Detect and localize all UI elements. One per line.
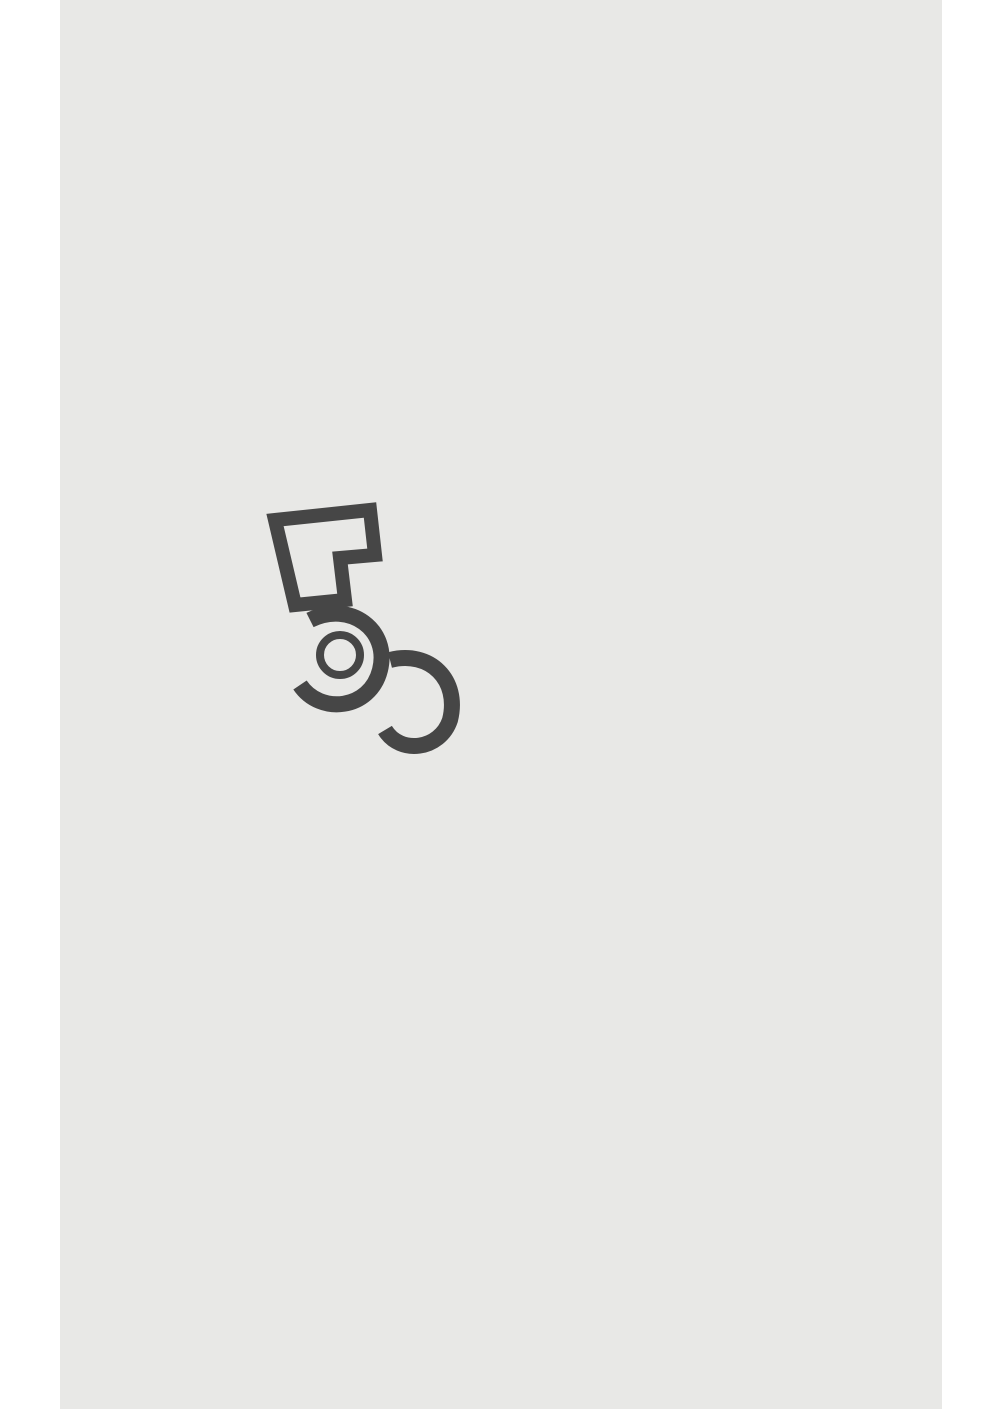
composition-phrases-line-2	[198, 63, 209, 85]
watermark-logo	[762, 1334, 942, 1409]
composition-phrases-line-1	[198, 33, 243, 55]
stamp-logo	[180, 480, 500, 810]
answer-page	[60, 0, 942, 1409]
